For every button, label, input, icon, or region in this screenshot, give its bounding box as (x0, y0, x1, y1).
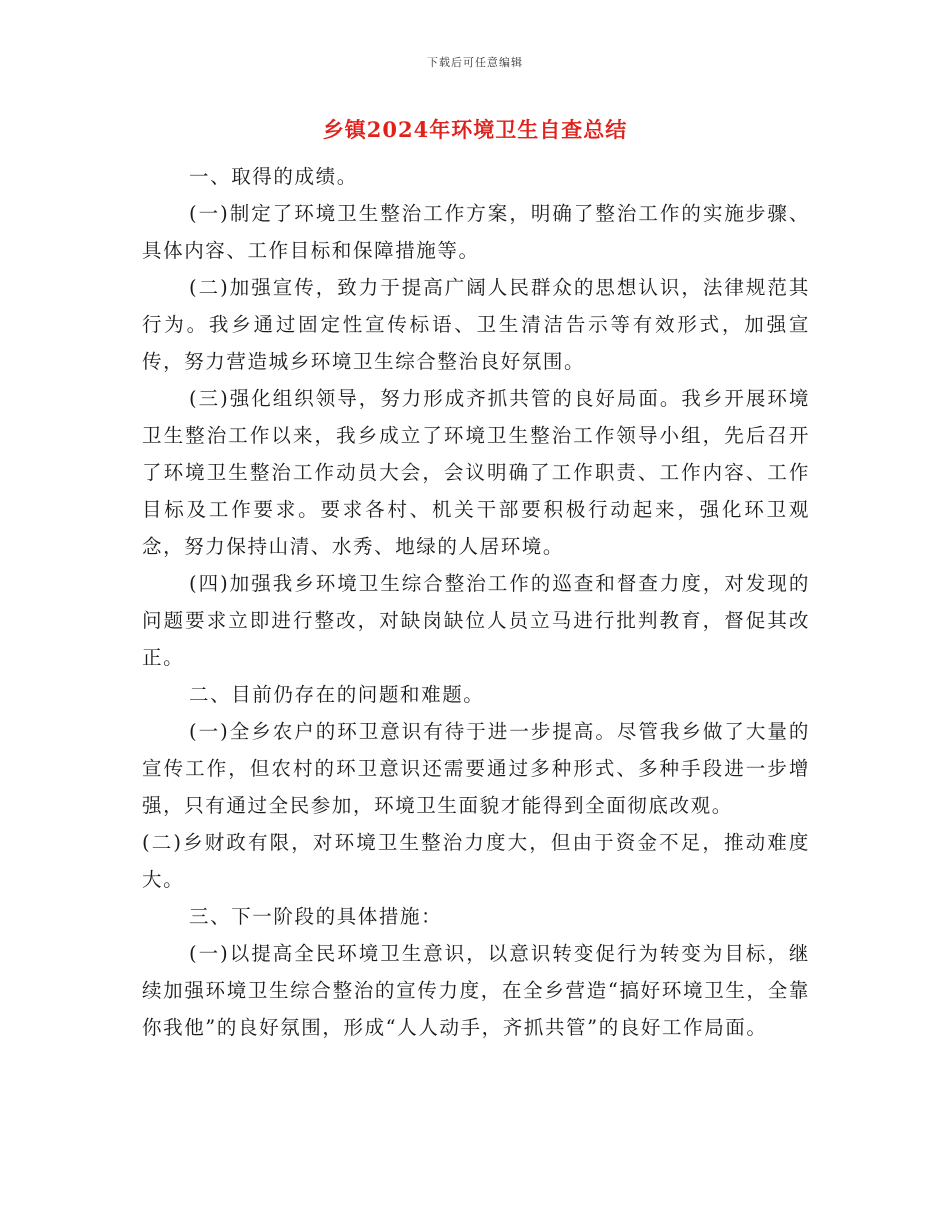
paragraph-3-1: (一)以提高全民环境卫生意识，以意识转变促行为转变为目标，继续加强环境卫生综合整治的宣传力度，在全乡营造“搞好环境卫生，全靠你我他”的良好氛围，形成“人人动手，齐抓共管”的良好工作局面。 (142, 942, 810, 1039)
document-title: 乡镇2024年环境卫生自查总结 (322, 117, 628, 142)
paragraph-1-2: (二)加强宣传，致力于提高广阔人民群众的思想认识，法律规范其行为。我乡通过固定性宣传标语、卫生清洁告示等有效形式，加强宣传，努力营造城乡环境卫生综合整治良好氛围。 (142, 276, 810, 373)
paragraph-1-3: (三)强化组织领导，努力形成齐抓共管的良好局面。我乡开展环境卫生整治工作以来，我乡成立了环境卫生整治工作领导小组，先后召开了环境卫生整治工作动员大会，会议明确了工作职责、工作内容、工作目标及工作要求。要求各村、机关干部要积极行动起来，强化环卫观念，努力保持山清、水秀、地绿的人居环境。 (142, 387, 810, 558)
paragraph-1-1: (一)制定了环境卫生整治工作方案，明确了整治工作的实施步骤、具体内容、工作目标和保障措施等。 (142, 202, 810, 262)
paragraph-2-2: (二)乡财政有限，对环境卫生整治力度大，但由于资金不足，推动难度大。 (142, 831, 810, 891)
paragraph-1-4: (四)加强我乡环境卫生综合整治工作的巡查和督查力度，对发现的问题要求立即进行整改，对缺岗缺位人员立马进行批判教育，督促其改正。 (142, 572, 810, 669)
paragraph-2-1: (一)全乡农户的环卫意识有待于进一步提高。尽管我乡做了大量的宣传工作，但农村的环卫意识还需要通过多种形式、多种手段进一步增强，只有通过全民参加，环境卫生面貌才能得到全面彻底改观。 (142, 720, 810, 817)
header-note: 下载后可任意编辑 (427, 56, 523, 69)
document-body (142, 158, 810, 1046)
paragraph-section-1-heading: 一、取得的成绩。 (189, 165, 358, 188)
paragraph-section-3-heading: 三、下一阶段的具体措施： (189, 905, 443, 928)
paragraph-section-2-heading: 二、目前仍存在的问题和难题。 (189, 683, 485, 706)
